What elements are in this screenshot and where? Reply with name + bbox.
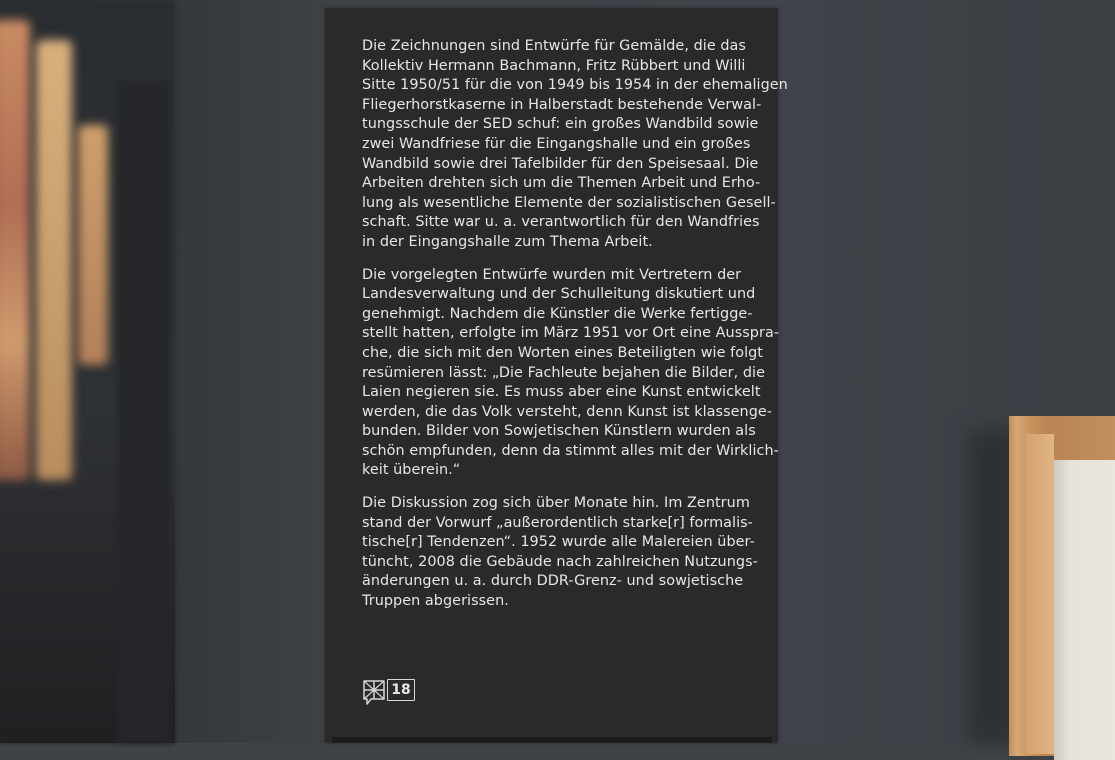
wall-pillar [118,80,170,743]
text-line: werden, die das Volk versteht, denn Kunst ist klassenge- [362,403,773,420]
text-line: Landesverwaltung und der Schulleitung diskutiert und [362,286,756,303]
room-number: 18 [387,679,415,701]
text-line: Die Diskussion zog sich über Monate hin. Im Zentrum [362,495,750,512]
paragraph [362,37,788,253]
text-line: Arbeiten drehten sich um die Themen Arbeit und Erho- [362,175,761,192]
text-line: che, die sich mit den Worten eines Beteiligten wie folgt [362,344,763,361]
text-line: Die vorgelegten Entwürfe wurden mit Vertretern der [362,266,742,283]
text-line: Die Zeichnungen sind Entwürfe für Gemälde, die das [362,38,746,54]
text-line: stand der Vorwurf „außerordentlich starke[r] formalis- [362,514,753,531]
blurred-painting [78,125,108,365]
text-line: Fliegerhorstkaserne in Halberstadt bestehende Verwal- [362,96,762,113]
text-line: tüncht, 2008 die Gebäude nach zahlreichen Nutzungs- [362,553,758,570]
text-line: resümieren lässt: „Die Fachleute bejahen die Bilder, die [362,364,766,381]
panel-text [362,37,788,625]
text-line: lung als wesentliche Elemente der sozialistischen Gesell- [362,194,776,211]
text-line: tische[r] Tendenzen“. 1952 wurde alle Malereien über- [362,534,755,551]
text-line: Sitte 1950/51 für die von 1949 bis 1954 in der ehemaligen [362,77,788,94]
room-number-badge [362,679,415,707]
uk-flag-icon [362,679,386,707]
text-line: tungsschule der SED schuf: ein großes Wandbild sowie [362,116,759,133]
text-line: keit überein.“ [362,462,461,479]
text-line: schaft. Sitte war u. a. verantwortlich für den Wandfries [362,214,760,231]
picture-mat [1054,460,1115,760]
text-line: zwei Wandfriese für die Eingangshalle und ein großes [362,135,751,152]
text-line: in der Eingangshalle zum Thema Arbeit. [362,233,653,250]
text-line: Laien negieren sie. Es muss aber eine Kunst entwickelt [362,384,761,401]
text-line: genehmigt. Nachdem die Künstler die Werke fertigge- [362,305,753,322]
text-line: änderungen u. a. durch DDR-Grenz- und sowjetische [362,573,744,590]
paragraph [362,494,757,612]
text-line: bunden. Bilder von Sowjetischen Künstlern wurden als [362,423,756,440]
paragraph [362,266,780,482]
panel-base [332,737,772,743]
text-line: Truppen abgerissen. [362,593,509,610]
blurred-painting [36,40,72,480]
text-line: Kollektiv Hermann Bachmann, Fritz Rübbert und Willi [362,57,746,74]
blurred-painting [0,20,30,480]
text-line: Wandbild sowie drei Tafelbilder für den Speisesaal. Die [362,155,759,172]
text-line: stellt hatten, erfolgte im März 1951 vor Ort eine Ausspra- [362,325,780,342]
frame-inner-edge [1026,434,1054,754]
text-line: schön empfunden, denn da stimmt alles mit der Wirklich- [362,442,779,459]
